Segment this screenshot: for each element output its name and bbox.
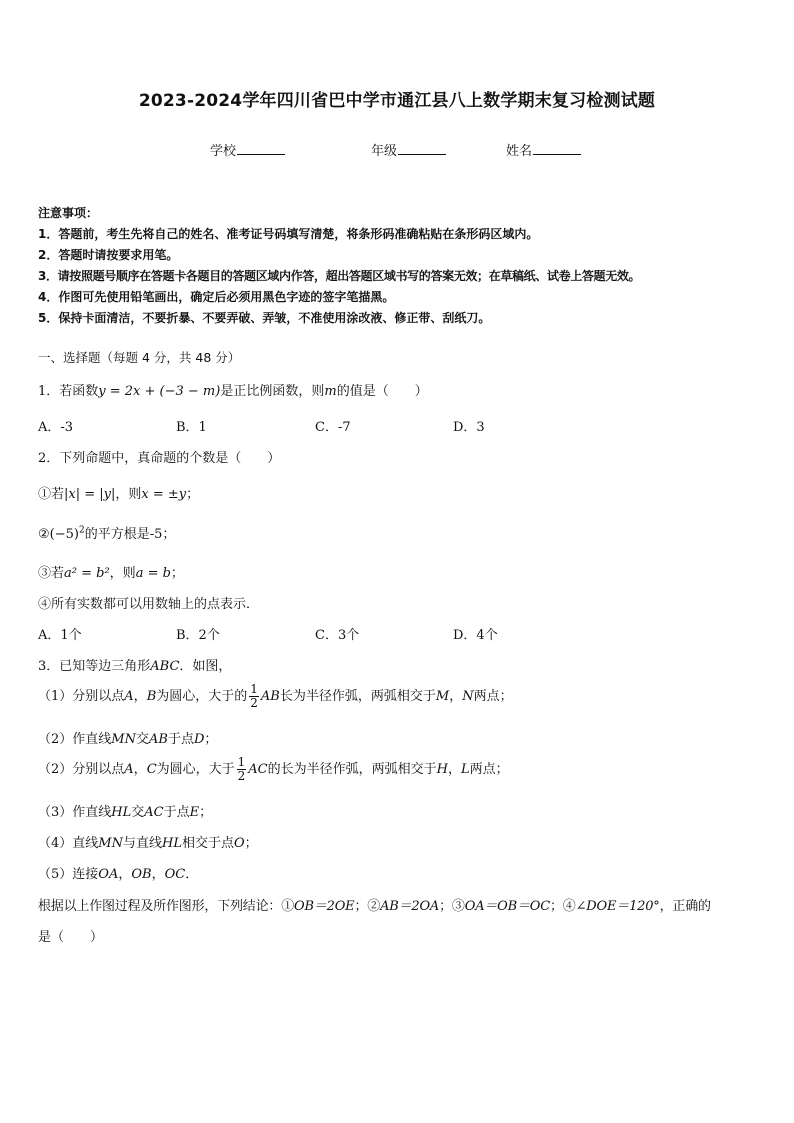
q3-step1-point-m: M (435, 689, 450, 704)
grade-field (371, 140, 446, 159)
q3-step4-line: HL (111, 805, 132, 820)
q2-s1-mid: ，则 (115, 487, 142, 502)
q3-step1-point-a: A (124, 689, 134, 704)
q3-stem-suffix: ．如图， (179, 659, 232, 674)
q3-step1-segment: AB (260, 689, 280, 704)
fraction-denominator: 2 (250, 696, 258, 710)
q3-step3-point-h: H (436, 762, 448, 777)
q3-conc-2: AB＝2OA (380, 899, 440, 914)
q1-formula: y = 2x + (−3 − m) (98, 384, 221, 399)
q3-step5-text2: 与直线 (122, 836, 162, 851)
q3-step5-end: ； (244, 836, 258, 851)
q2-statement-4: ④所有实数都可以用数轴上的点表示． (38, 597, 260, 612)
q3-step2-text: （2）作直线 (38, 732, 112, 747)
q2-s2-prefix: ② (38, 527, 50, 542)
q3-conc-1: OB＝2OE (294, 899, 355, 914)
q3-step1-comma2: ， (449, 689, 463, 704)
q3-step1-text3: 长为半径作弧，两弧相交于 (279, 689, 436, 704)
q1-prefix: 1．若函数 (38, 384, 99, 399)
question-3-stem (38, 655, 231, 674)
q3-conc-sep2: ；③ (439, 899, 465, 914)
q3-conc-tail: ，正确的 (659, 899, 711, 914)
q2-statement-3 (38, 562, 184, 581)
q3-step-4 (38, 801, 212, 820)
q3-step1-text4: 两点； (473, 689, 513, 704)
name-field (506, 140, 581, 159)
q3-step-1 (38, 683, 513, 710)
notice-item: 4．作图可先使用铅笔画出，确定后必须用黑色字迹的签字笔描黑。 (38, 290, 395, 304)
notice-block (38, 203, 640, 329)
notice-heading: 注意事项： (38, 206, 99, 220)
q2-s1-result: x = ±y (141, 487, 187, 502)
q3-step6-comma2: ， (151, 867, 165, 882)
q3-stem-var: ABC (150, 659, 180, 674)
school-blank (237, 142, 285, 155)
q3-conc-text: 根据以上作图过程及所作图形，下列结论：① (38, 899, 295, 914)
q3-step-6 (38, 863, 198, 882)
q3-step6-comma: ， (118, 867, 132, 882)
q3-step5-point: O (233, 836, 245, 851)
q2-s3-formula: a² = b² (64, 566, 110, 581)
fraction-denominator: 2 (237, 769, 246, 783)
q3-step5-line1: MN (98, 836, 123, 851)
q3-step2-line: MN (111, 732, 136, 747)
q3-stem-prefix: 3．已知等边三角形 (38, 659, 151, 674)
q2-s3-mid: ，则 (109, 566, 136, 581)
q1-suffix: 的值是（ ） (336, 384, 428, 399)
q1-option-d: D．3 (453, 420, 485, 435)
q1-var: m (324, 384, 337, 399)
q3-step1-fraction (249, 683, 259, 710)
q3-step-2 (38, 728, 217, 747)
q3-conc-3: OA＝OB＝OC (464, 899, 550, 914)
notice-item: 5．保持卡面清洁，不要折暴、不要弄破、弄皱，不准使用涂改液、修正带、刮纸刀。 (38, 311, 491, 325)
question-1 (38, 380, 428, 399)
q3-step3-point-a: A (124, 762, 134, 777)
q3-step1-point-b: B (146, 689, 157, 704)
q3-step5-text: （4）直线 (38, 836, 99, 851)
q3-step3-text4: 两点； (469, 762, 509, 777)
q3-step3-segment: AC (248, 762, 268, 777)
q3-step6-end: ． (185, 867, 199, 882)
q3-step2-text3: 于点 (167, 732, 194, 747)
q3-step4-text3: 于点 (163, 805, 190, 820)
q3-step3-text2: 为圆心，大于 (156, 762, 235, 777)
q3-step6-oc: OC (164, 867, 186, 882)
fraction-numerator: 1 (237, 755, 246, 769)
q1-option-b: B．1 (176, 420, 207, 435)
q2-s1-end: ； (186, 487, 200, 502)
q2-s1-formula: |x| = |y| (64, 487, 116, 502)
section-heading: 一、选择题（每题 4 分，共 48 分） (38, 350, 241, 365)
q2-option-c: C．3个 (315, 628, 360, 643)
q2-option-a: A．1个 (38, 628, 82, 643)
q3-step3-point-l: L (461, 762, 470, 777)
q3-step4-end: ； (199, 805, 213, 820)
q3-step6-oa: OA (98, 867, 119, 882)
q3-step3-text3: 的长为半径作弧，两弧相交于 (267, 762, 437, 777)
q3-step3-comma: ， (133, 762, 147, 777)
q2-statement-1 (38, 483, 199, 502)
q2-s2-suffix: 的平方根是-5； (84, 527, 176, 542)
q3-step3-comma2: ， (448, 762, 462, 777)
q2-option-d: D．4个 (453, 628, 498, 643)
q2-statement-2 (38, 523, 175, 542)
q3-conc-sep1: ；② (354, 899, 381, 914)
q1-option-a: A．-3 (38, 420, 74, 435)
name-label: 姓名 (506, 144, 533, 159)
grade-blank (398, 142, 446, 155)
q3-conc-sep3: ；④ (550, 899, 576, 914)
q2-s3-end: ； (170, 566, 184, 581)
q3-step1-comma: ， (133, 689, 147, 704)
q3-step2-segment: AB (148, 732, 168, 747)
q2-s2-exp: 2 (78, 525, 85, 536)
notice-item: 1．答题前，考生先将自己的姓名、准考证号码填写清楚，将条形码准确粘贴在条形码区域内。 (38, 227, 539, 241)
q3-step1-text2: 为圆心，大于的 (156, 689, 248, 704)
name-blank (533, 142, 581, 155)
q3-step6-ob: OB (131, 867, 152, 882)
q3-step2-point: D (193, 732, 205, 747)
q2-s3-result: a = b (135, 566, 171, 581)
notice-item: 3．请按照题号顺序在答题卡各题目的答题区域内作答，超出答题区域书写的答案无效；在草稿纸、试卷上答题无效。 (38, 269, 641, 283)
q3-conc-4: ∠DOE＝120° (575, 899, 660, 914)
q3-step2-text2: 交 (135, 732, 149, 747)
page-title: 2023-2024学年四川省巴中学市通江县八上数学期末复习检测试题 (138, 91, 656, 111)
q3-step-3 (38, 756, 509, 783)
q3-step5-line2: HL (161, 836, 182, 851)
q2-s1-prefix: ①若 (38, 487, 65, 502)
q2-s2-formula: (−5) (49, 527, 79, 542)
notice-item: 2．答题时请按要求用笔。 (38, 248, 179, 262)
q3-step5-text3: 相交于点 (181, 836, 234, 851)
q3-step1-text: （1）分别以点 (38, 689, 125, 704)
school-field (210, 140, 285, 159)
q3-step-5 (38, 832, 258, 851)
q3-step4-text: （3）作直线 (38, 805, 112, 820)
q3-answer-line: 是（ ） (38, 930, 104, 945)
question-2-stem: 2．下列命题中，真命题的个数是（ ） (38, 451, 281, 466)
grade-label: 年级 (371, 144, 398, 159)
q3-step1-point-n: N (462, 689, 474, 704)
q2-s3-prefix: ③若 (38, 566, 65, 581)
q3-step3-text: （2）分别以点 (38, 762, 125, 777)
q2-option-b: B．2个 (176, 628, 220, 643)
q3-step3-fraction (237, 756, 247, 783)
q1-option-c: C．-7 (315, 420, 351, 435)
q3-step3-point-c: C (146, 762, 157, 777)
q3-conclusions (38, 895, 711, 914)
q1-middle: 是正比例函数，则 (220, 384, 325, 399)
q3-step6-text: （5）连接 (38, 867, 99, 882)
q3-step4-text2: 交 (131, 805, 145, 820)
q3-step4-segment: AC (144, 805, 164, 820)
school-label: 学校 (210, 144, 237, 159)
fraction-numerator: 1 (250, 682, 258, 696)
q3-step4-point: E (189, 805, 200, 820)
q3-step2-end: ； (204, 732, 218, 747)
